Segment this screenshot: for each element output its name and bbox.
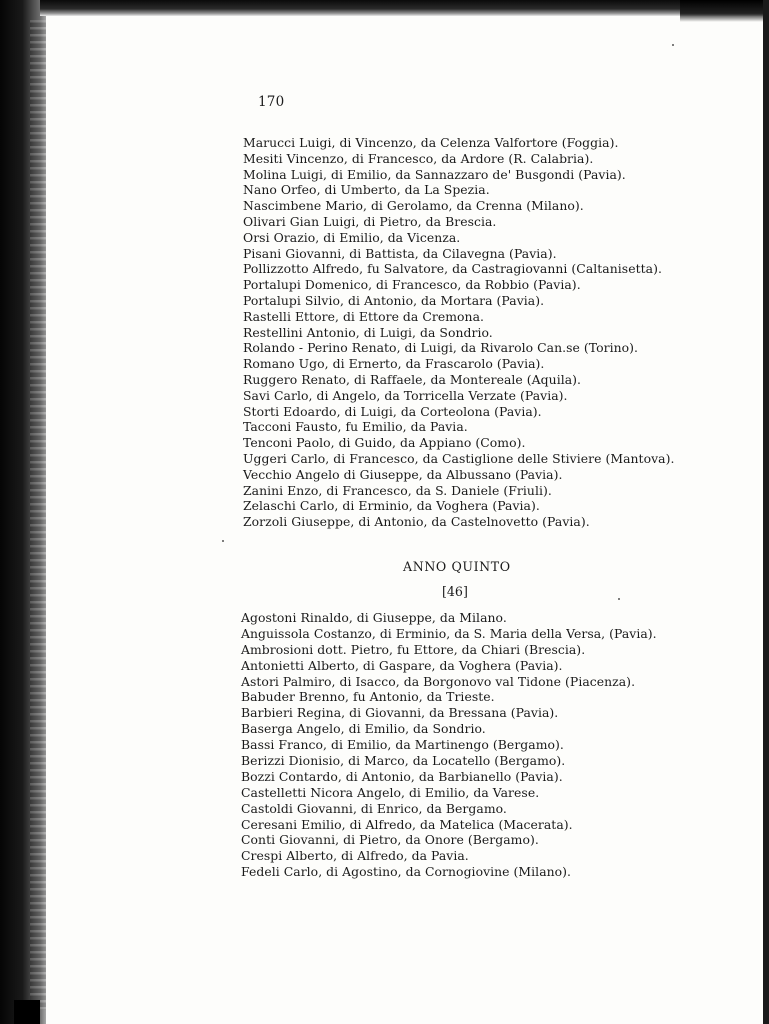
list-entry: Astori Palmiro, di Isacco, da Borgonovo val Tidone (Piacenza). [241, 673, 636, 689]
list-entry: Berizzi Dionisio, di Marco, da Locatello (Bergamo). [241, 753, 566, 769]
scan-speck [618, 598, 620, 600]
list-entry: Zorzoli Giuseppe, di Antonio, da Castelnovetto (Pavia). [243, 514, 590, 530]
list-entry: Marucci Luigi, di Vincenzo, da Celenza Valfortore (Foggia). [243, 135, 619, 150]
list-entry: Crespi Alberto, di Alfredo, da Pavia. [241, 848, 469, 864]
list-entry: Ceresani Emilio, di Alfredo, da Matelica (Macerata). [241, 816, 573, 832]
list-entry: Pollizzotto Alfredo, fu Salvatore, da Castragiovanni (Caltanisetta). [243, 261, 662, 277]
scan-speck [222, 540, 224, 542]
list-entry: Tacconi Fausto, fu Emilio, da Pavia. [243, 419, 468, 435]
list-entry: Savi Carlo, di Angelo, da Torricella Verzate (Pavia). [243, 387, 568, 403]
list-entry: Anguissola Costanzo, di Erminio, da S. Maria della Versa, (Pavia). [241, 625, 657, 641]
list-entry: Restellini Antonio, di Luigi, da Sondrio. [243, 324, 493, 340]
page-number: 170 [258, 94, 285, 110]
list-entry: Tenconi Paolo, di Guido, da Appiano (Como). [243, 435, 526, 451]
list-entry: Zelaschi Carlo, di Erminio, da Voghera (Pavia). [243, 498, 540, 514]
list-entry: Agostoni Rinaldo, di Giuseppe, da Milano. [241, 610, 507, 625]
list-entry: Molina Luigi, di Emilio, da Sannazzaro de' Busgondi (Pavia). [243, 166, 626, 182]
list-entry: Rastelli Ettore, di Ettore da Cremona. [243, 308, 484, 324]
list-entry: Castoldi Giovanni, di Enrico, da Bergamo. [241, 800, 507, 816]
list-entry: Portalupi Domenico, di Francesco, da Robbio (Pavia). [243, 277, 581, 293]
list-entry: Uggeri Carlo, di Francesco, da Castiglione delle Stiviere (Mantova). [243, 450, 675, 466]
list-entry: Barbieri Regina, di Giovanni, da Bressana (Pavia). [241, 705, 559, 721]
list-entry: Orsi Orazio, di Emilio, da Vicenza. [243, 229, 461, 245]
list-entry: Zanini Enzo, di Francesco, da S. Daniele (Friuli). [243, 482, 552, 498]
student-list-anno-quinto [241, 610, 657, 880]
list-entry: Babuder Brenno, fu Antonio, da Trieste. [241, 689, 495, 705]
list-entry: Pisani Giovanni, di Battista, da Cilavegna (Pavia). [243, 245, 557, 261]
list-entry: Fedeli Carlo, di Agostino, da Cornogiovine (Milano). [241, 864, 572, 880]
section-count: [46] [442, 584, 468, 599]
top-page-edge [40, 0, 769, 16]
list-entry: Vecchio Angelo di Giuseppe, da Albussano (Pavia). [243, 466, 563, 482]
list-entry: Baserga Angelo, di Emilio, da Sondrio. [241, 721, 486, 737]
list-entry: Rolando - Perino Renato, di Luigi, da Rivarolo Can.se (Torino). [243, 340, 639, 356]
bottom-left-clip-mark [14, 1000, 40, 1024]
top-right-shadow [680, 0, 769, 22]
list-entry: Olivari Gian Luigi, di Pietro, da Brescia. [243, 213, 497, 229]
list-entry: Conti Giovanni, di Pietro, da Onore (Bergamo). [241, 832, 539, 848]
student-list-first [243, 135, 674, 530]
list-entry: Romano Ugo, di Ernerto, da Frascarolo (Pavia). [243, 356, 545, 372]
list-entry: Ambrosioni dott. Pietro, fu Ettore, da Chiari (Brescia). [241, 641, 586, 657]
list-entry: Ruggero Renato, di Raffaele, da Montereale (Aquila). [243, 371, 582, 387]
list-entry: Castelletti Nicora Angelo, di Emilio, da Varese. [241, 784, 540, 800]
list-entry: Bozzi Contardo, di Antonio, da Barbianello (Pavia). [241, 768, 563, 784]
list-entry: Portalupi Silvio, di Antonio, da Mortara (Pavia). [243, 292, 545, 308]
list-entry: Mesiti Vincenzo, di Francesco, da Ardore (R. Calabria). [243, 150, 594, 166]
section-title: ANNO QUINTO [403, 559, 511, 574]
list-entry: Nano Orfeo, di Umberto, da La Spezia. [243, 182, 490, 198]
right-page-edge [763, 0, 769, 1024]
scan-speck [672, 44, 674, 46]
list-entry: Nascimbene Mario, di Gerolamo, da Crenna (Milano). [243, 198, 584, 214]
list-entry: Bassi Franco, di Emilio, da Martinengo (Bergamo). [241, 737, 564, 753]
list-entry: Antonietti Alberto, di Gaspare, da Voghera (Pavia). [241, 657, 563, 673]
list-entry: Storti Edoardo, di Luigi, da Corteolona (Pavia). [243, 403, 542, 419]
